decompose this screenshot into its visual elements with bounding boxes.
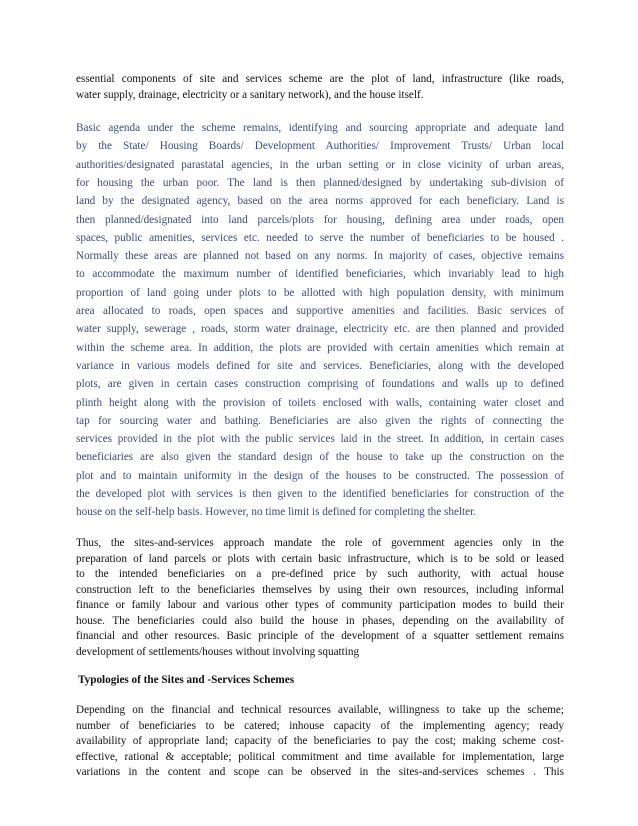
- text-line: house on the self-help basis. However, no time limit is defined for completing the shelter.: [76, 506, 477, 519]
- text-line: finance or family labour and various other types of community participation modes to build their: [76, 599, 564, 611]
- text-line: tap for sourcing water and bathing. Beneficiaries are also given the rights of connecting the: [76, 414, 564, 427]
- text-line: plot and to maintain uniformity in the design of the houses to be constructed. The possession of: [76, 469, 564, 482]
- section-heading: Typologies of the Sites and -Services Schemes: [78, 674, 295, 686]
- text-line: availability of appropriate land; capacity of the beneficiaries to pay the cost; making scheme cost-: [76, 735, 564, 747]
- text-line: development of settlements/houses without involving squatting: [76, 645, 360, 658]
- text-line: plinth height along with the provision of toilets enclosed with walls, containing water closet and: [76, 396, 564, 409]
- text-line: number of beneficiaries to be catered; inhouse capacity of the implementing agency; ready: [76, 719, 564, 732]
- text-line: construction left to the beneficiaries themselves by using their own resources, including informal: [76, 583, 564, 596]
- text-line: by the State/ Housing Boards/ Development Authorities/ Improvement Trusts/ Urban local: [76, 140, 564, 153]
- text-line: for housing the urban poor. The land is then planned/designed by undertaking sub-division of: [76, 176, 564, 189]
- text-line: spaces, public amenities, services etc. needed to serve the number of beneficiaries to be housed .: [76, 231, 564, 244]
- text-line: services provided in the plot with the public services laid in the street. In addition, in certain cases: [76, 433, 564, 446]
- text-line: house. The beneficiaries could also build the house in phases, depending on the availability of: [76, 614, 564, 627]
- text-line: area allocated to roads, open spaces and supportive amenities and facilities. Basic services of: [76, 305, 564, 317]
- text-line: water supply, sewerage , roads, storm water drainage, electricity etc. are then planned and provided: [76, 323, 564, 336]
- text-line: within the scheme area. In addition, the plots are provided with certain amenities which remain at: [76, 341, 564, 354]
- text-line: Basic agenda under the scheme remains, identifying and sourcing appropriate and adequate land: [76, 122, 564, 134]
- text-line: plots, are given in certain cases construction comprising of foundations and walls up to defined: [76, 378, 564, 391]
- text-line: preparation of land parcels or plots with certain basic infrastructure, which is to be sold or leased: [76, 552, 564, 565]
- text-line: proportion of land going under plots to be allotted with high population density, with minimum: [76, 286, 564, 299]
- text-line: Depending on the financial and technical resources available, willingness to take up the scheme;: [76, 704, 564, 716]
- text-line: beneficiaries are also given the standard design of the house to take up the construction on the: [76, 451, 564, 464]
- text-line: financial and other resources. Basic principle of the development of a squatter settlement remains: [76, 630, 564, 642]
- text-line: land by the designated agency, based on the area norms approved for each beneficiary. Land is: [76, 195, 564, 208]
- text-line: the developed plot with services is then given to the identified beneficiaries for construction of the: [76, 488, 564, 500]
- text-line: essential components of site and services scheme are the plot of land, infrastructure (like roads,: [76, 73, 564, 85]
- text-line: Normally these areas are planned not based on any norms. In majority of cases, objective remains: [76, 250, 564, 263]
- text-line: variations in the content and scope can be observed in the sites-and-services schemes . This: [76, 766, 564, 778]
- text-line: effective, rational & acceptable; political commitment and time available for implementation, large: [76, 750, 564, 763]
- text-line: to the intended beneficiaries on a pre-defined price by such authority, with actual house: [76, 568, 564, 580]
- text-line: authorities/designated parastatal agencies, in the urban setting or in close vicinity of urban areas,: [76, 158, 564, 171]
- text-line: to accommodate the maximum number of identified beneficiaries, which invariably lead to high: [76, 268, 564, 281]
- text-line: then planned/designated into land parcels/plots for housing, defining area under roads, open: [76, 213, 564, 226]
- text-line: water supply, drainage, electricity or a sanitary network), and the house itself.: [76, 89, 424, 101]
- text-line: Thus, the sites-and-services approach mandate the role of government agencies only in the: [76, 537, 564, 549]
- text-line: variance in various models defined for site and services. Beneficiaries, along with the developed: [76, 359, 564, 372]
